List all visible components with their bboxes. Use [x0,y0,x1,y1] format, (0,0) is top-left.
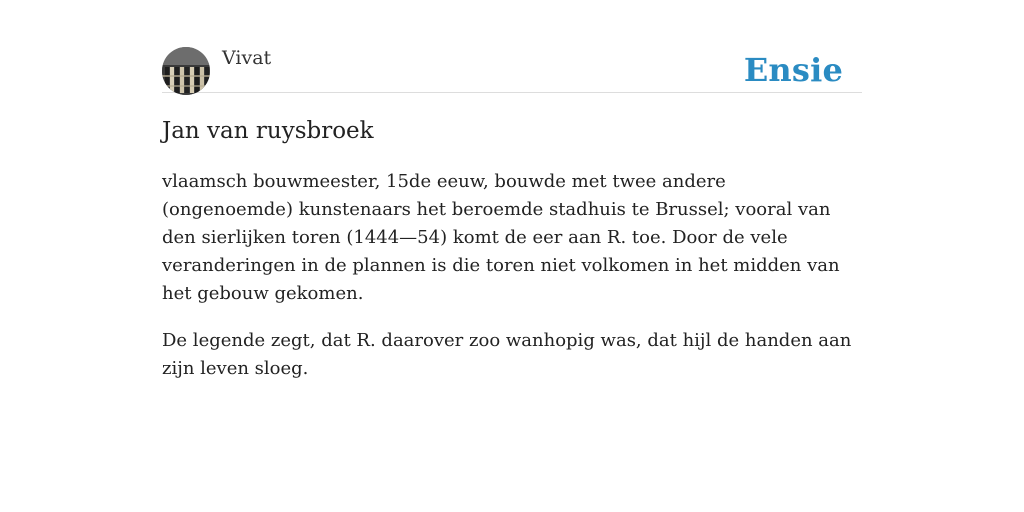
header [162,0,862,93]
book-spines-icon [162,47,210,95]
source-name[interactable]: Vivat [222,47,272,69]
article-body [162,168,862,402]
page-title: Jan van ruysbroek [162,118,374,144]
brand-logo[interactable]: Ensie [743,51,843,89]
paragraph: vlaamsch bouwmeester, 15de eeuw, bouwde met twee andere (ongenoemde) kunstenaars het beroemde stadhuis te Brussel; vooral van den sierlijken toren (1444—54) komt de eer aan R. toe. Door de vele veranderingen in de plannen is die toren niet volkomen in het midden van het gebouw gekomen. [162,171,840,304]
avatar[interactable] [162,47,210,95]
page-container [162,0,862,379]
paragraph: De legende zegt, dat R. daarover zoo wanhopig was, dat hijl de handen aan zijn leven sloeg. [162,330,852,379]
